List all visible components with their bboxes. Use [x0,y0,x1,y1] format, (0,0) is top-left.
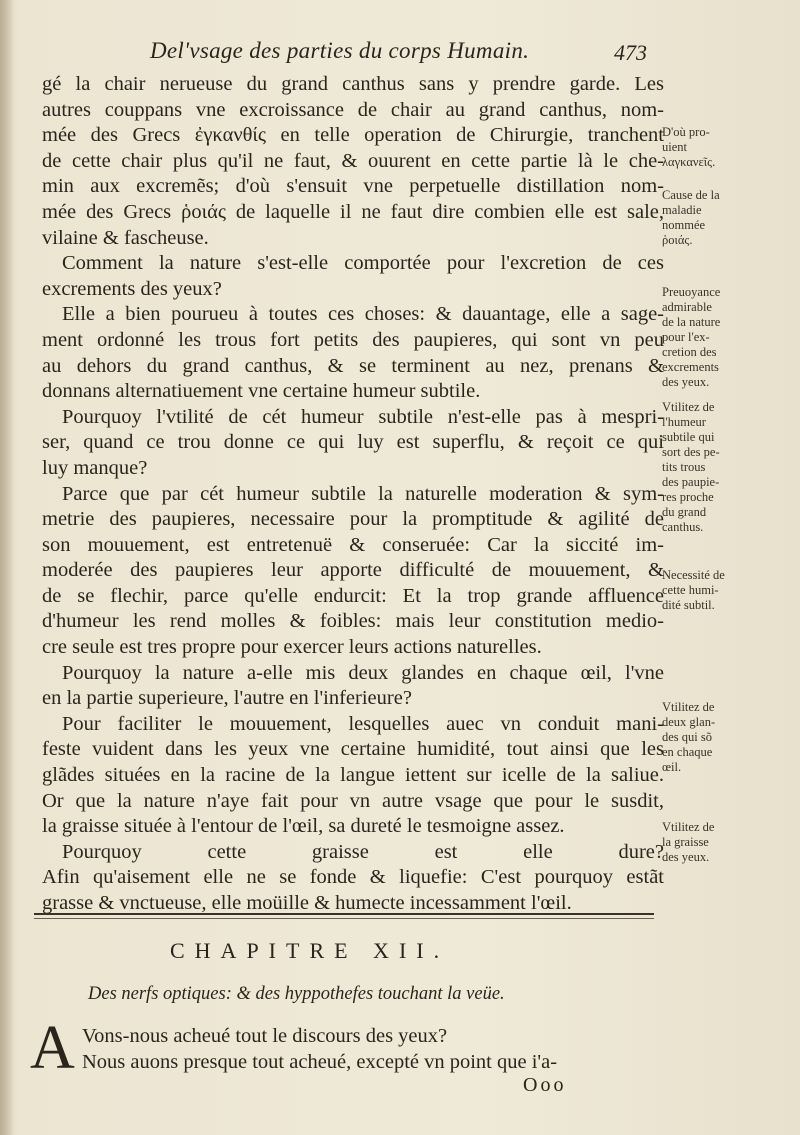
text-line: Afin qu'aisement elle ne se fonde & liquefie: C'est pourquoy estãt [42,866,664,889]
text-line: autres couppans vne excroissance de chair au grand canthus, nom- [42,98,664,121]
text-line: de cette chair plus qu'il ne faut, & ouurent en cette partie là le che- [42,149,664,172]
margin-note-line: excrements [662,360,719,374]
text-line: moderée des paupieres leur apporte difficulté de mouuement, & [42,559,664,582]
margin-note-line: nommée [662,218,706,232]
margin-note-line: des yeux. [662,850,710,864]
margin-note-line: Vtilitez de [662,400,715,414]
margin-note-line: D'où pro- [662,125,710,139]
margin-note-line: du grand [662,505,707,519]
margin-note-line: sort des pe- [662,445,720,459]
text-line: Comment la nature s'est-elle comportée pour l'excretion de ces [62,252,664,275]
drop-cap: A [30,1014,75,1082]
margin-note-line: Cause de la [662,188,720,202]
chapter-line: Nous auons presque tout acheué, excepté vn point que i'a- [82,1050,558,1073]
text-line: excrements des yeux? [42,277,222,300]
margin-note [662,568,788,613]
text-line: grasse & vnctueuse, elle moüille & humecte incessamment l'œil. [42,892,572,914]
margin-note-line: des qui sõ [662,730,712,744]
text-line: Pourquoy la nature a-elle mis deux glandes en chaque œil, l'vne [62,661,664,684]
margin-note-line: dité subtil. [662,598,715,612]
chapter-subtitle: Des nerfs optiques: & des hyppothefes touchant la veüe. [88,984,505,1004]
text-line: mée des Grecs ἐγκανθίς en telle operation de Chirurgie, tranchent [42,124,664,147]
margin-note-line: admirable [662,300,712,314]
margin-note [662,400,788,535]
margin-note [662,188,788,248]
body-text [42,72,664,917]
text-line: luy manque? [42,456,148,479]
text-line: Pourquoy cette graisse est elle dure? [62,840,664,863]
text-line: ment ordonné les trous fort petits des paupieres, qui sont vn peu [42,328,664,351]
text-line: ser, quand ce trou donne ce qui luy est superflu, & reçoit ce qui [42,431,664,454]
text-line: la graisse située à l'entour de l'œil, sa dureté le tesmoigne assez. [42,815,565,838]
text-line: Elle a bien pourueu à toutes ces choses: & dauantage, elle a sage- [62,303,664,326]
chapter-title: CHAPITRE XII. [170,938,450,963]
margin-note-line: cretion des [662,345,717,359]
margin-note [662,125,788,170]
margin-note-line: canthus. [662,520,704,534]
gutter-shadow [0,0,14,1135]
text-line: mée des Grecs ῥοιάς de laquelle il ne faut dire combien elle est sale, [42,200,664,223]
margin-note-line: res proche [662,490,714,504]
text-line: feste vuident dans les yeux vne certaine humidité, tout ainsi que les [42,738,664,761]
text-line: Or que la nature n'aye fait pour vn autre vsage que pour le susdit, [42,789,664,812]
text-line: glãdes situées en la racine de la langue iettent sur icelle de la saliue. [42,764,664,787]
margin-note-line: de la nature [662,315,721,329]
text-line: donnans alternatiuement vne certaine humeur subtile. [42,380,481,403]
text-line: son mouuement, est entretenuë & conseruée: Car la siccité im- [42,533,664,556]
text-line: min aux excremẽs; d'où s'ensuit vne perpetuelle distillation nom- [42,175,664,198]
text-line: Parce que par cét humeur subtile la naturelle moderation & sym- [62,482,664,505]
text-line: Pourquoy l'vtilité de cét humeur subtile n'est-elle pas à mespri- [62,405,664,428]
text-line: vilaine & fascheuse. [42,226,209,249]
margin-note-line: œil. [662,760,682,774]
margin-note [662,285,788,390]
section-rule [34,913,654,915]
margin-note-line: tits trous [662,460,706,474]
margin-note-line: l'humeur [662,415,706,429]
text-line: d'humeur les rend molles & foibles: mais leur constitution medio- [42,610,664,633]
margin-note-line: des paupie- [662,475,720,489]
margin-note-line: maladie [662,203,702,217]
section-rule-thin [34,918,654,919]
margin-note-line: Vtilitez de [662,820,715,834]
text-line: cre seule est tres propre pour exercer leurs actions naturelles. [42,636,542,659]
margin-note [662,700,788,775]
page-number: 473 [614,40,647,65]
margin-note-line: deux glan- [662,715,716,729]
margin-note-line: en chaque [662,745,713,759]
margin-note-line: Necessité de [662,568,725,582]
margin-note-line: λαγκανεῖς. [662,155,716,169]
text-line: Pour faciliter le mouuement, lesquelles auec vn conduit mani- [62,712,664,735]
margin-note-line: cette humi- [662,583,719,597]
margin-note-line: uient [662,140,687,154]
text-line: au dehors du grand canthus, & se terminent au nez, prenans & [42,354,664,377]
margin-note-line: Preuoyance [662,285,721,299]
margin-note-line: pour l'ex- [662,330,710,344]
signature-mark: Ooo [523,1074,567,1096]
text-line: gé la chair nerueuse du grand canthus sans y prendre garde. Les [42,73,664,95]
margin-note-line: la graisse [662,835,709,849]
margin-note-line: subtile qui [662,430,715,444]
chapter-opening-text [82,1024,662,1075]
text-line: metrie des paupieres, necessaire pour la promptitude & agilité de [42,508,664,531]
margin-note [662,820,788,865]
margin-note-line: Vtilitez de [662,700,715,714]
running-head: Del'vsage des parties du corps Humain. [150,38,530,63]
chapter-line: Vons-nous acheué tout le discours des yeux? [82,1025,448,1047]
margin-note-line: ῥοιάς. [662,233,693,247]
margin-note-line: des yeux. [662,375,710,389]
text-line: en la partie superieure, l'autre en l'inferieure? [42,687,412,710]
text-line: de se flechir, parce qu'elle endurcit: Et la trop grande affluence [42,584,664,607]
